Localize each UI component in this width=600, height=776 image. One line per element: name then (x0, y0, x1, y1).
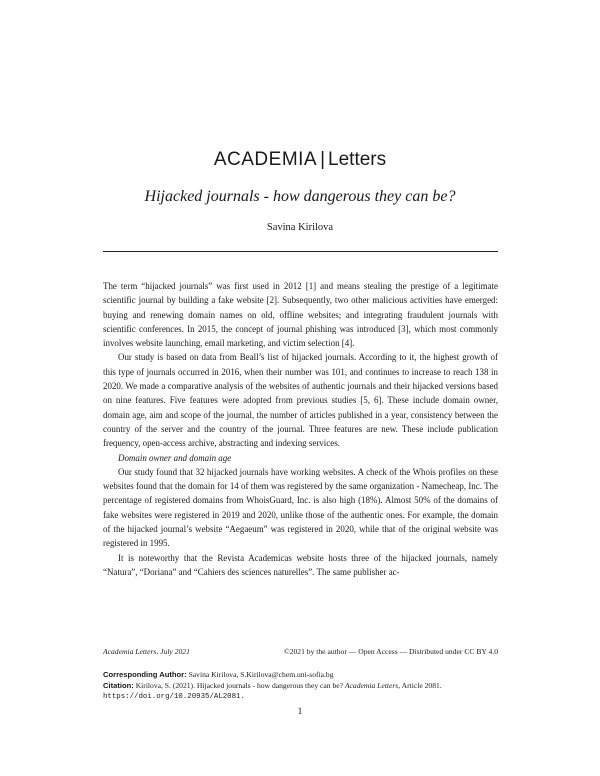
brand-separator: | (320, 149, 326, 170)
paragraph-study: Our study is based on data from Beall’s list of hijacked journals. According to it, the highest growth of this type of journals occurred in 2016, when their number was 101, and continues to increase to reach 138 in 2020. We made a comparative analysis of the websites of authentic journals and their hijacked versions based on nine features. Five features were adopted from previous studies [5, 6]. These include domain owner, domain age, aim and scope of the journal, the number of articles published in a year, consistency between the country of the server and the country of the journal. Three features are new. These include publication frequency, open-access archive, abstracting and indexing services. (103, 352, 498, 449)
doi-line (103, 691, 523, 703)
footer-license: ©2021 by the author — Open Access — Distributed under CC BY 4.0 (283, 647, 498, 656)
corresponding-author-value: Savina Kirilova, S.Kirilova@chem.uni-sofia.bg (188, 670, 334, 679)
citation-journal: Academia Letters (344, 680, 399, 690)
citation-line (103, 681, 523, 692)
paragraph-intro: The term “hijacked journals” was first used in 2012 [1] and means stealing the prestige of a legitimate scientific journal by building a fake website [2]. Subsequently, two other malicious activities have emerged: buying and renewing domain names on old, offline websites; and integrating fraudulent journals with scientific conferences. In 2015, the concept of journal phishing was introduced [3], which most commonly involves website launching, email marketing, and victim selection [4]. (103, 281, 498, 349)
journal-brand (0, 148, 600, 172)
paper-title: Hijacked journals - how dangerous they can be? (144, 188, 456, 205)
footer-correspondence (103, 670, 523, 703)
doi-link[interactable]: https://doi.org/10.20935/AL2081. (103, 693, 245, 701)
footer-journal-date: Academia Letters, July 2021 (103, 647, 190, 656)
title-divider (103, 251, 498, 252)
corresponding-author-line (103, 670, 523, 681)
footer-journal-line (103, 646, 498, 658)
paragraph-revista: It is noteworthy that the Revista Academicas website hosts three of the hijacked journals, namely “Natura”, “Doriana” and “Cahiers des sciences naturelles”. The same publisher ac- (103, 552, 498, 577)
citation-text: Kirilova, S. (2021). Hijacked journals - how dangerous they can be? (135, 680, 343, 690)
subheading-domain: Domain owner and domain age (118, 452, 232, 463)
paper-body (103, 279, 498, 579)
paragraph-domain: Our study found that 32 hijacked journals have working websites. A check of the Whois profiles on these websites found that the domain for 14 of them was registered by the same organization - Namecheap, Inc. The percentage of registered domains from WhoisGuard, Inc. is also high (18%). Almost 50% of the domains of fake websites were registered in 2019 and 2020, unlike those of the authentic ones. For example, the domain of the hijacked journal’s website “Aegaeum” was registered in 2020, while that of the original website was registered in 1995. (103, 466, 498, 549)
brand-name: ACADEMIA (213, 149, 318, 170)
brand-section: Letters (328, 149, 387, 170)
corresponding-author-label: Corresponding Author: (103, 670, 187, 679)
citation-article: , Article 2081. (398, 680, 442, 690)
page-number: 1 (297, 707, 303, 717)
paper-author: Savina Kirilova (266, 222, 334, 233)
citation-label: Citation: (103, 680, 134, 690)
